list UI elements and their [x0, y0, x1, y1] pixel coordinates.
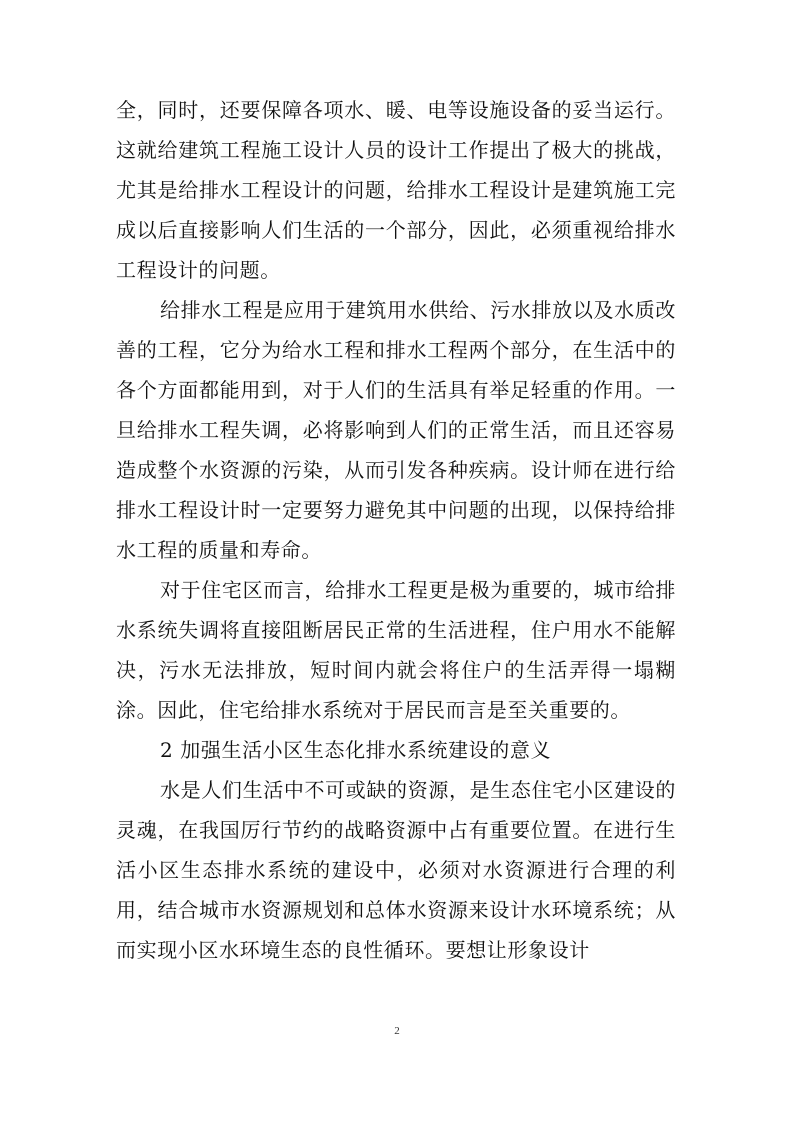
page-number: 2 [394, 1025, 400, 1037]
paragraph-2: 给排水工程是应用于建筑用水供给、污水排放以及水质改善的工程，它分为给水工程和排水工程两个部分，在生活中的各个方面都能用到，对于人们的生活具有举足轻重的作用。一旦给排水工程失调，必将影响到人们的正常生活，而且还容易造成整个水资源的污染，从而引发各种疾病。设计师在进行给排水工程设计时一定要努力避免其中问题的出现，以保持给排水工程的质量和寿命。 [116, 298, 676, 562]
section-heading: 2 加强生活小区生态化排水系统建设的意义 [160, 738, 552, 762]
document-body [116, 90, 676, 970]
section-paragraph: 水是人们生活中不可或缺的资源，是生态住宅小区建设的灵魂，在我国厉行节约的战略资源中占有重要位置。在进行生活小区生态排水系统的建设中，必须对水资源进行合理的利用，结合城市水资源规划和总体水资源来设计水环境系统；从而实现小区水环境生态的良性循环。要想让形象设计 [116, 778, 676, 962]
paragraph-3: 对于住宅区而言，给排水工程更是极为重要的，城市给排水系统失调将直接阻断居民正常的生活进程，住户用水不能解决，污水无法排放，短时间内就会将住户的生活弄得一塌糊涂。因此，住宅给排水系统对于居民而言是至关重要的。 [116, 578, 676, 722]
paragraph-1: 全，同时，还要保障各项水、暖、电等设施设备的妥当运行。这就给建筑工程施工设计人员的设计工作提出了极大的挑战，尤其是给排水工程设计的问题，给排水工程设计是建筑施工完成以后直接影响人们生活的一个部分，因此，必须重视给排水工程设计的问题。 [116, 98, 676, 282]
